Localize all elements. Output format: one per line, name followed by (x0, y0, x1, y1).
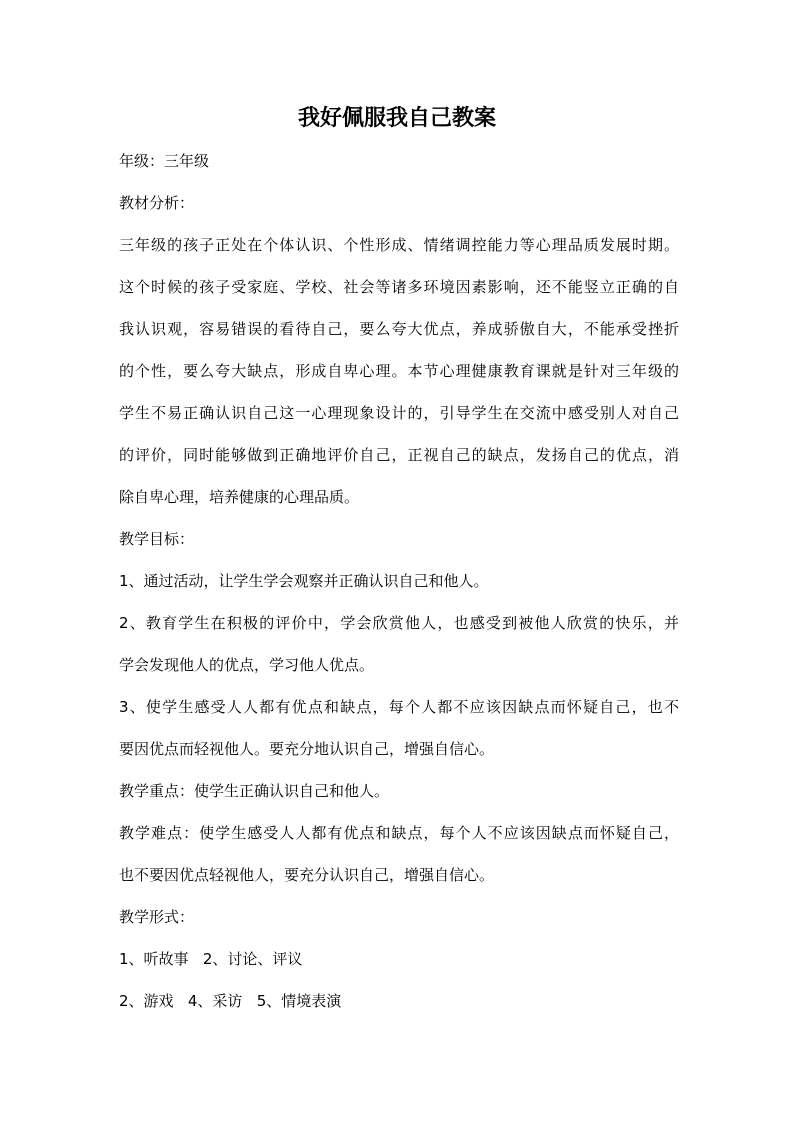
goal-item-continuation: 学会发现他人的优点，学习他人优点。 (119, 656, 375, 674)
difficulty-line: 也不要因优点轻视他人，要充分认识自己，增强自信心。 (119, 866, 495, 884)
analysis-line: 的个性，要么夸大缺点，形成自卑心理。本节心理健康教育课就是针对三年级的 (119, 362, 679, 380)
page-title: 我好佩服我自己教案 (297, 106, 496, 131)
analysis-line: 这个时候的孩子受家庭、学校、社会等诸多环境因素影响，还不能竖立正确的自 (119, 278, 679, 296)
goal-item-continuation: 要因优点而轻视他人。要充分地认识自己，增强自信心。 (119, 740, 495, 758)
goal-item: 3、使学生感受人人都有优点和缺点，每个人都不应该因缺点而怀疑自己，也不 (119, 698, 679, 716)
analysis-heading: 教材分析： (119, 194, 195, 212)
goal-item: 1、通过活动，让学生学会观察并正确认识自己和他人。 (119, 572, 489, 590)
goals-heading: 教学目标： (119, 530, 195, 548)
forms-line: 1、听故事 2、讨论、评议 (119, 950, 303, 968)
analysis-line: 学生不易正确认识自己这一心理现象设计的，引导学生在交流中感受别人对自己 (119, 404, 679, 422)
analysis-line: 三年级的孩子正处在个体认识、个性形成、情绪调控能力等心理品质发展时期。 (119, 236, 679, 254)
analysis-line: 的评价，同时能够做到正确地评价自己，正视自己的缺点，发扬自己的优点，消 (119, 446, 679, 464)
forms-heading: 教学形式： (119, 908, 195, 926)
grade-line: 年级：三年级 (119, 152, 210, 170)
forms-line: 2、游戏 4、采访 5、情境表演 (119, 992, 342, 1010)
analysis-line: 除自卑心理，培养健康的心理品质。 (119, 488, 360, 506)
goal-item: 2、教育学生在积极的评价中，学会欣赏他人，也感受到被他人欣赏的快乐，并 (119, 614, 679, 632)
key-point-line: 教学重点：使学生正确认识自己和他人。 (119, 782, 390, 800)
difficulty-line: 教学难点：使学生感受人人都有优点和缺点，每个人不应该因缺点而怀疑自己， (119, 824, 679, 842)
analysis-line: 我认识观，容易错误的看待自己，要么夸大优点，养成骄傲自大，不能承受挫折 (119, 320, 679, 338)
